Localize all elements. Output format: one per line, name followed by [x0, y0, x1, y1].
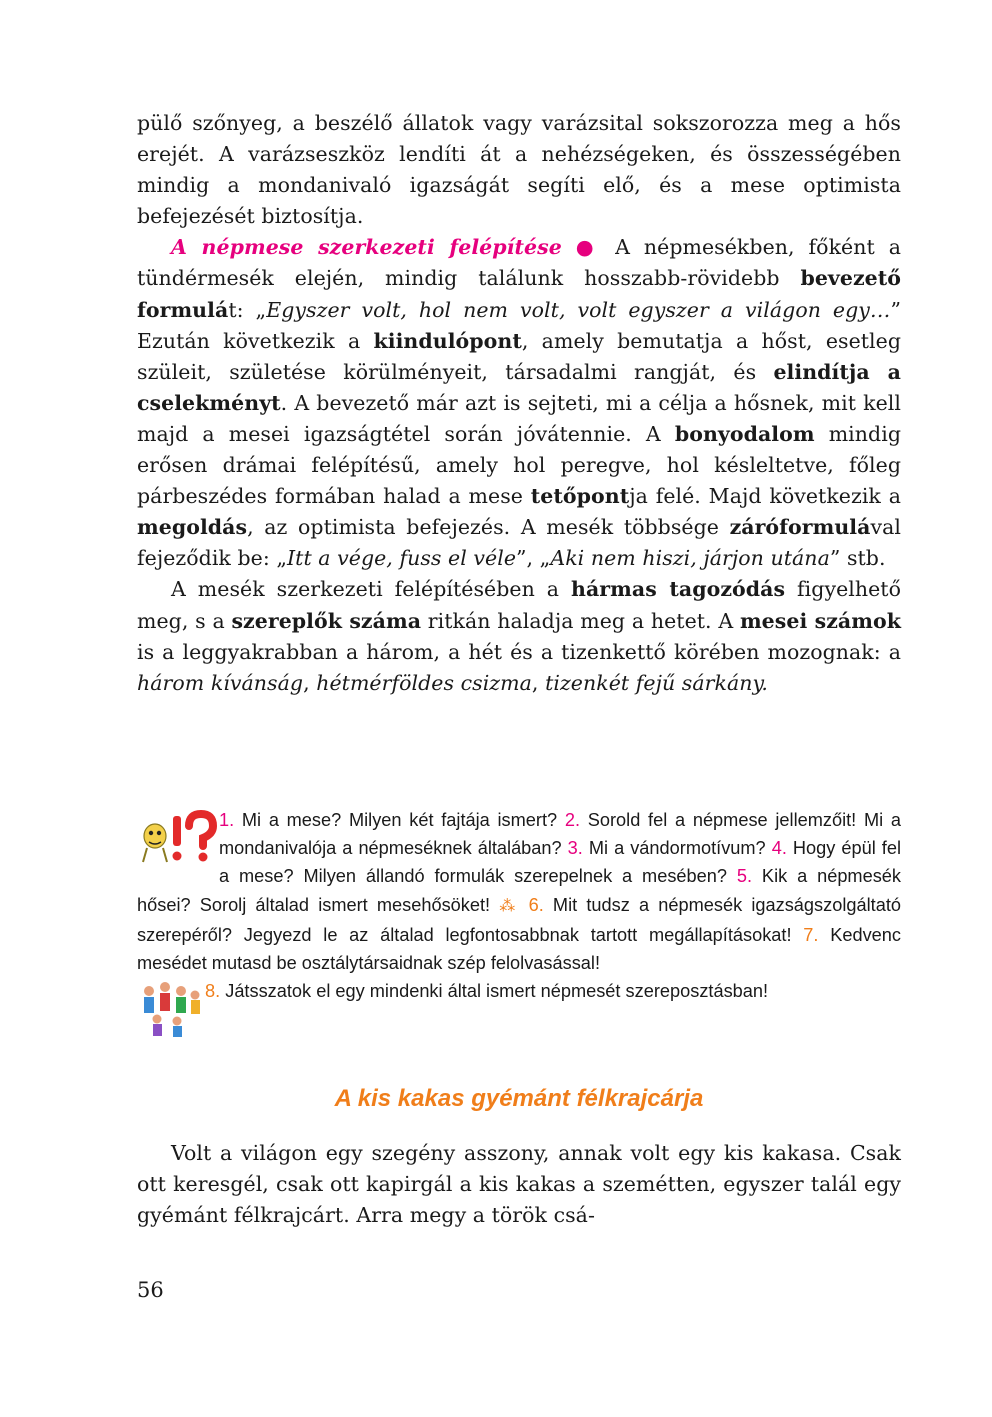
paragraph-2: A népmese szerkezeti felépítése ● A népmesékben, főként a tündérmesék elején, mindig találunk hosszabb-rövidebb bevezető formulát: „Egyszer volt, hol nem volt, volt egyszer a világon egy…” Ezután következik a kiindulópont, amely bemutatja a hőst, esetleg szüleit, születése körülményeit, társadalmi rangját, és elindítja a cselekményt. A bevezető már azt is sejteti, mi a célja a hősnek, mit kell majd a mesei igazságtétel során jóvátennie. A bonyodalom mindig erősen drámai felépítésű, amely hol peregve, hol késleltetve, főleg párbeszédes formában halad a mese tetőpontja felé. Majd következik a megoldás, az optimista befejezés. A mesék többsége záróformulával fejeződik be: „Itt a vége, fuss el véle”, „Aki nem hiszi, járjon utána” stb. — [137, 235, 901, 571]
task-text-1-7: 1. Mi a mese? Milyen két fajtája ismert? 2. Sorold fel a népmese jellemzőit! Mi a mondanivalója a népmeséknek általában? 3. Mi a vándormotívum? 4. Hogy épül fel a mese? Milyen állandó formulák szerepelnek a mesében? 5. Kik a népmesék hősei? Sorolj általad ismert mesehősöket! ⁂ 6. Mit tudsz a népmesék igazságszolgáltató szerepéről? Jegyezd le az általad legfontosabbnak tartott megállapításokat! 7. Kedvenc mesédet mutasd be osztálytársaidnak szép felolvasással! — [137, 810, 902, 974]
task-block-questions — [137, 806, 901, 977]
bullet-icon: ● — [575, 235, 602, 260]
paragraph-3: A mesék szerkezeti felépítésében a hármas tagozódás figyelhető meg, s a szereplők száma ritkán haladja meg a hetet. A mesei számok is a leggyakrabban a három, a hét és a tizenkettő körében mozognak: a három kívánság, hétmérföldes csizma, tizenkét fejű sárkány. — [137, 577, 901, 695]
task-text-8: 8. Játsszatok el egy mindenki által ismert népmesét szereposztásban! — [205, 981, 769, 1002]
task-block-play — [137, 977, 901, 1005]
page-number: 56 — [137, 1278, 164, 1302]
question-mark-icon — [137, 806, 219, 868]
inline-heading: A népmese szerkezeti felépítése — [171, 235, 562, 260]
task-section — [137, 806, 901, 1039]
body-text — [137, 108, 901, 699]
story-text — [137, 1138, 901, 1231]
asterism-icon: ⁂ — [499, 897, 520, 915]
paragraph-1: pülő szőnyeg, a beszélő állatok vagy varázsital sokszorozza meg a hős erejét. A varázseszköz lendíti át a nehézségeken, és összességében mindig a mondanivaló igazságát segíti elő, és a mese optimista befejezését biztosítja. — [137, 111, 901, 229]
story-paragraph: Volt a világon egy szegény asszony, annak volt egy kis kakasa. Csak ott keresgél, csak ott kapirgál a kis kakas a szemétten, egyszer talál egy gyémánt félkrajcárt. Arra megy a török csá- — [137, 1141, 901, 1228]
group-activity-icon — [137, 977, 205, 1039]
section-title: A kis kakas gyémánt félkrajcárja — [334, 1085, 704, 1112]
